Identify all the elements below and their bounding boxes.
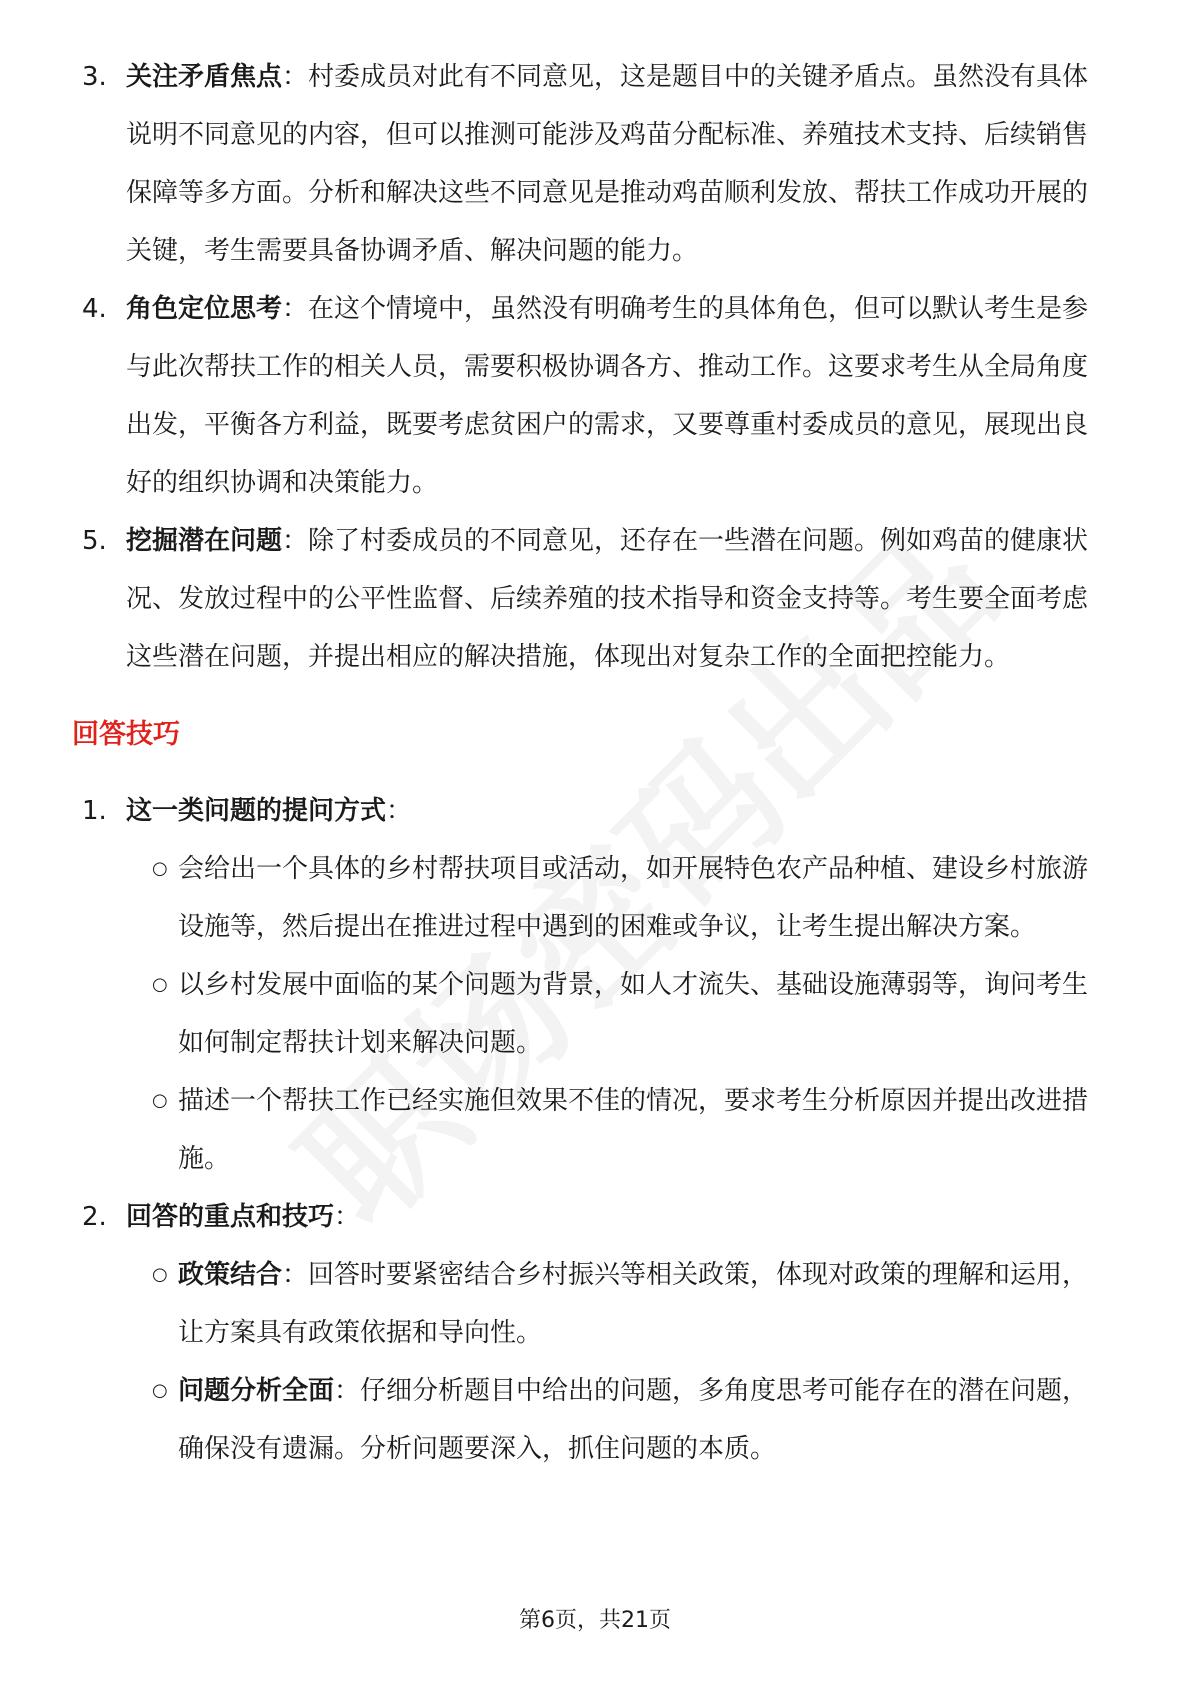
sub-list-item (126, 1246, 1110, 1362)
sub-list (126, 1246, 1110, 1478)
item-text: ：在这个情境中，虽然没有明确考生的具体角色，但可以默认考生是参与此次帮扶工作的相关人员，需要积极协调各方、推动工作。这要求考生从全局角度出发，平衡各方利益，既要考虑贫困户的需求，又要尊重村委成员的意见，展现出良好的组织协调和决策能力。 (126, 294, 1089, 498)
list-item (0, 280, 1190, 512)
sub-item-text: ：仔细分析题目中给出的问题，多角度思考可能存在的潜在问题，确保没有遗漏。分析问题要深入，抓住问题的本质。 (178, 1376, 1089, 1464)
sub-list-item (126, 840, 1110, 956)
item-title: 这一类问题的提问方式 (126, 796, 387, 826)
item-text: ： (386, 796, 413, 826)
list-number: 5. (82, 526, 107, 556)
item-title: 回答的重点和技巧 (126, 1202, 335, 1232)
sub-list (126, 840, 1110, 1188)
item-title: 角色定位思考 (126, 294, 283, 324)
list-number: 4. (82, 294, 107, 324)
sub-list-item (126, 1072, 1110, 1188)
hollow-bullet-icon: ○ (152, 858, 168, 879)
list-item (0, 782, 1190, 1188)
page-content (0, 48, 1190, 1478)
list-item (0, 512, 1190, 686)
section-heading: 回答技巧 (72, 719, 180, 750)
item-text: ： (334, 1202, 361, 1232)
sub-item-text: ：回答时要紧密结合乡村振兴等相关政策，体现对政策的理解和运用，让方案具有政策依据和导向性。 (178, 1260, 1089, 1348)
sub-item-text: 会给出一个具体的乡村帮扶项目或活动，如开展特色农产品种植、建设乡村旅游设施等，然后提出在推进过程中遇到的困难或争议，让考生提出解决方案。 (178, 854, 1089, 942)
sub-item-title: 政策结合 (178, 1260, 283, 1290)
analysis-list (0, 48, 1190, 686)
list-item (0, 48, 1190, 280)
sub-item-text: 描述一个帮扶工作已经实施但效果不佳的情况，要求考生分析原因并提出改进措施。 (178, 1086, 1089, 1174)
sub-item-title: 问题分析全面 (178, 1376, 335, 1406)
hollow-bullet-icon: ○ (152, 974, 168, 995)
item-text: ：村委成员对此有不同意见，这是题目中的关键矛盾点。虽然没有具体说明不同意见的内容，但可以推测可能涉及鸡苗分配标准、养殖技术支持、后续销售保障等多方面。分析和解决这些不同意见是推动鸡苗顺利发放、帮扶工作成功开展的关键，考生需要具备协调矛盾、解决问题的能力。 (126, 62, 1089, 266)
item-title: 挖掘潜在问题 (126, 526, 283, 556)
hollow-bullet-icon: ○ (152, 1090, 168, 1111)
sub-item-text: 以乡村发展中面临的某个问题为背景，如人才流失、基础设施薄弱等，询问考生如何制定帮扶计划来解决问题。 (178, 970, 1089, 1058)
item-text: ：除了村委成员的不同意见，还存在一些潜在问题。例如鸡苗的健康状况、发放过程中的公平性监督、后续养殖的技术指导和资金支持等。考生要全面考虑这些潜在问题，并提出相应的解决措施，体现出对复杂工作的全面把控能力。 (126, 526, 1089, 672)
hollow-bullet-icon: ○ (152, 1380, 168, 1401)
page-footer: 第6页，共21页 (519, 1608, 671, 1633)
item-title: 关注矛盾焦点 (126, 62, 283, 92)
techniques-list (0, 782, 1190, 1478)
sub-list-item (126, 956, 1110, 1072)
sub-list-item (126, 1362, 1110, 1478)
list-item (0, 1188, 1190, 1478)
list-number: 1. (82, 796, 107, 826)
list-number: 2. (82, 1202, 107, 1232)
list-number: 3. (82, 62, 107, 92)
hollow-bullet-icon: ○ (152, 1264, 168, 1285)
